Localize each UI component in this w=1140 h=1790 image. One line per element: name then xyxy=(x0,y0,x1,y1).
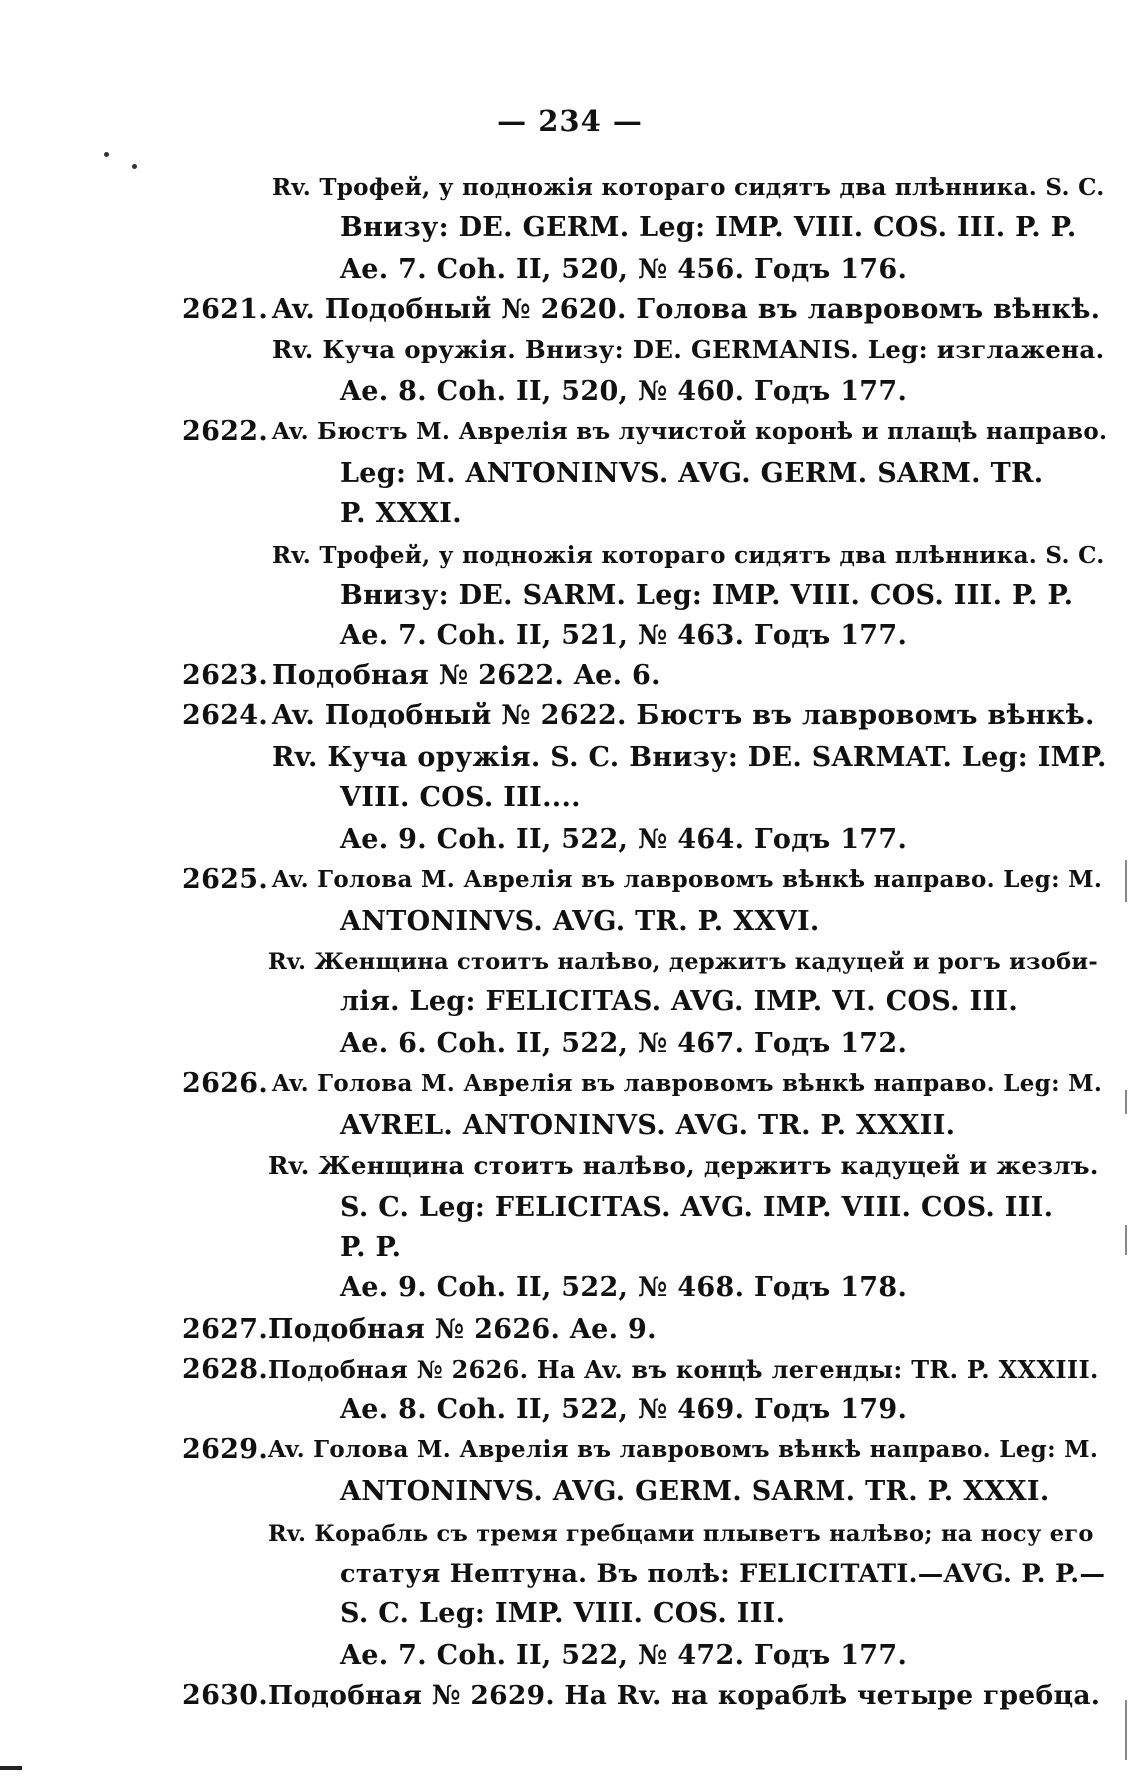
line-2630: Подобная № 2629. На Rv. на кораблѣ четыре гребца. xyxy=(268,1680,1101,1711)
line-av-2622-cont: Leg: M. ANTONINVS. AVG. GERM. SARM. TR. xyxy=(340,458,1044,489)
line-av-2625-cont: ANTONINVS. AVG. TR. P. XXVI. xyxy=(340,906,820,937)
entry-number: 2628. xyxy=(182,1354,269,1385)
scan-dot xyxy=(132,164,137,169)
entry-number: 2625. xyxy=(182,864,269,895)
entry-number: 2630. xyxy=(182,1680,269,1711)
line-2627: Подобная № 2626. Ae. 9. xyxy=(268,1314,657,1345)
entry-number: 2621. xyxy=(182,294,269,325)
line-ae-2622: Ae. 7. Coh. II, 521, № 463. Годъ 177. xyxy=(340,620,908,651)
scan-dot xyxy=(104,152,109,157)
line-rv-2622: Rv. Трофей, у подножія котораго сидятъ два плѣнника. S. C. xyxy=(272,542,1105,569)
line-ae-2621: Ae. 8. Coh. II, 520, № 460. Годъ 177. xyxy=(340,376,908,407)
line-av-2629-cont: ANTONINVS. AVG. GERM. SARM. TR. P. XXXI. xyxy=(340,1476,1050,1507)
page-number: — 234 — xyxy=(497,104,643,138)
scan-edge-line xyxy=(1125,860,1127,902)
line-av-2624: Av. Подобный № 2622. Бюстъ въ лавровомъ вѣнкѣ. xyxy=(272,700,1095,731)
scan-edge-line xyxy=(1125,1700,1127,1760)
line-av-2626: Av. Голова М. Аврелія въ лавровомъ вѣнкѣ направо. Leg: M. xyxy=(272,1070,1103,1097)
line-rv-2625: Rv. Женщина стоитъ налѣво, держитъ кадуцей и рогъ изоби- xyxy=(268,949,1099,975)
line-rv-2620-cont: Внизу: DE. GERM. Leg: IMP. VIII. COS. III. P. P. xyxy=(340,212,1077,243)
line-ae-2629: Ae. 7. Coh. II, 522, № 472. Годъ 177. xyxy=(340,1640,908,1671)
line-av-2621: Av. Подобный № 2620. Голова въ лавровомъ вѣнкѣ. xyxy=(272,294,1101,325)
line-ae-2620: Ae. 7. Coh. II, 520, № 456. Годъ 176. xyxy=(340,254,908,285)
line-av-2622-cont2: P. XXXI. xyxy=(340,498,462,529)
line-ae-2628: Ae. 8. Coh. II, 522, № 469. Годъ 179. xyxy=(340,1394,908,1425)
line-rv-2626-cont: S. C. Leg: FELICITAS. AVG. IMP. VIII. COS. III. xyxy=(340,1192,1054,1223)
scan-edge-line xyxy=(1125,1090,1127,1114)
line-ae-2625: Ae. 6. Coh. II, 522, № 467. Годъ 172. xyxy=(340,1028,908,1059)
line-rv-2626: Rv. Женщина стоитъ налѣво, держитъ кадуцей и жезлъ. xyxy=(268,1151,1099,1180)
line-rv-2620: Rv. Трофей, у подножія котораго сидятъ два плѣнника. S. C. xyxy=(272,174,1105,201)
line-rv-2629-cont2: S. C. Leg: IMP. VIII. COS. III. xyxy=(340,1598,786,1629)
line-rv-2629-cont: статуя Нептуна. Въ полѣ: FELICITATI.—AVG. P. P.— xyxy=(340,1559,1106,1589)
line-av-2622: Av. Бюстъ М. Аврелія въ лучистой коронѣ и плащѣ направо. xyxy=(272,418,1108,445)
line-2628: Подобная № 2626. На Av. въ концѣ легенды: TR. P. XXXIII. xyxy=(268,1355,1099,1384)
line-rv-2626-cont2: P. P. xyxy=(340,1232,402,1263)
entry-number: 2624. xyxy=(182,700,269,731)
entry-number: 2627. xyxy=(182,1314,269,1345)
line-rv-2625-cont: лія. Leg: FELICITAS. AVG. IMP. VI. COS. III. xyxy=(340,986,1019,1017)
line-av-2626-cont: AVREL. ANTONINVS. AVG. TR. P. XXXII. xyxy=(340,1110,956,1141)
entry-number: 2629. xyxy=(182,1434,269,1465)
line-2623: Подобная № 2622. Ae. 6. xyxy=(272,660,661,691)
entry-number: 2626. xyxy=(182,1068,269,1099)
scan-edge-mark xyxy=(0,1766,22,1770)
line-av-2625: Av. Голова М. Аврелія въ лавровомъ вѣнкѣ направо. Leg: M. xyxy=(272,866,1103,893)
entry-number: 2622. xyxy=(182,416,269,447)
scan-edge-line xyxy=(1125,1225,1127,1255)
line-ae-2624: Ae. 9. Coh. II, 522, № 464. Годъ 177. xyxy=(340,824,908,855)
line-rv-2624-cont: VIII. COS. III.... xyxy=(340,782,581,813)
line-rv-2629: Rv. Корабль съ тремя гребцами плыветъ налѣво; на носу его xyxy=(268,1521,1094,1547)
line-rv-2624: Rv. Куча оружія. S. C. Внизу: DE. SARMAT. Leg: IMP. xyxy=(272,742,1107,773)
entry-number: 2623. xyxy=(182,660,269,691)
line-ae-2626: Ae. 9. Coh. II, 522, № 468. Годъ 178. xyxy=(340,1272,908,1303)
line-rv-2621: Rv. Куча оружія. Внизу: DE. GERMANIS. Leg: изглажена. xyxy=(272,335,1105,364)
line-rv-2622-cont: Внизу: DE. SARM. Leg: IMP. VIII. COS. III. P. P. xyxy=(340,580,1074,611)
line-av-2629: Av. Голова М. Аврелія въ лавровомъ вѣнкѣ направо. Leg: M. xyxy=(268,1436,1099,1463)
